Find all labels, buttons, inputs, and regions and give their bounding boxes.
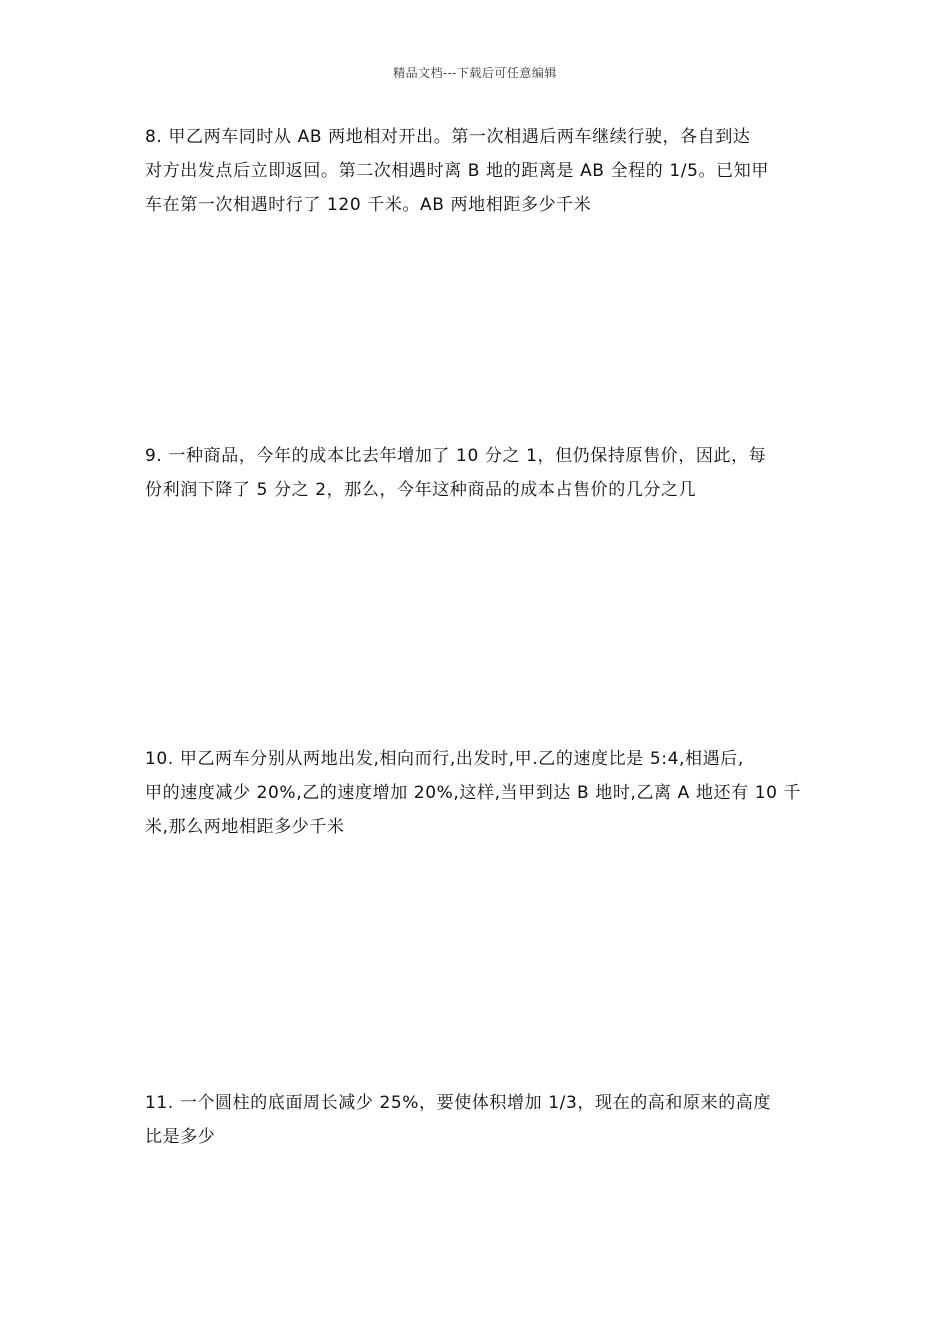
question-10-line-3: 米,那么两地相距多少千米 — [145, 817, 345, 837]
question-8-line-2: 对方出发点后立即返回。第二次相遇时离 B 地的距离是 AB 全程的 1/5。已知甲 — [145, 161, 769, 181]
question-9-line-1: 9. 一种商品，今年的成本比去年增加了 10 分之 1，但仍保持原售价，因此，每 — [145, 446, 767, 466]
page-header: 精品文档---下载后可任意编辑 — [393, 66, 557, 80]
question-8-line-1: 8. 甲乙两车同时从 AB 两地相对开出。第一次相遇后两车继续行驶，各自到达 — [145, 127, 751, 147]
question-8 — [145, 120, 810, 222]
question-10-line-1: 10. 甲乙两车分别从两地出发,相向而行,出发时,甲.乙的速度比是 5:4,相遇后, — [145, 749, 744, 769]
question-11-line-1: 11. 一个圆柱的底面周长减少 25%，要使体积增加 1/3，现在的高和原来的高度 — [145, 1093, 771, 1113]
question-8-line-3: 车在第一次相遇时行了 120 千米。AB 两地相距多少千米 — [145, 195, 592, 215]
question-9 — [145, 439, 810, 507]
question-11-line-2: 比是多少 — [145, 1127, 216, 1147]
question-9-line-2: 份利润下降了 5 分之 2，那么，今年这种商品的成本占售价的几分之几 — [145, 480, 697, 500]
question-10-line-2: 甲的速度减少 20%,乙的速度增加 20%,这样,当甲到达 B 地时,乙离 A 地还有 10 千 — [145, 783, 802, 803]
question-10 — [145, 742, 810, 844]
question-11 — [145, 1086, 810, 1154]
